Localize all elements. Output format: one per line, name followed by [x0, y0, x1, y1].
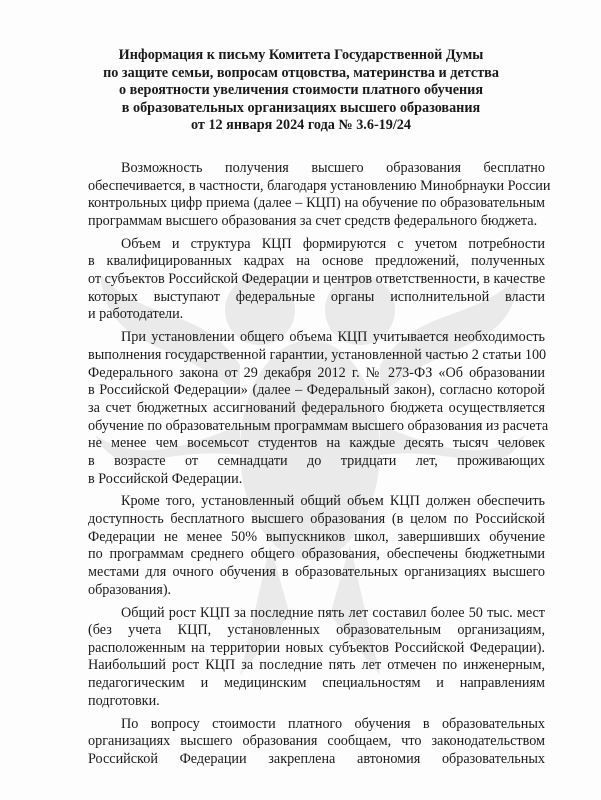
text-line: Российской Федерации закреплена автономия образовательных [88, 750, 545, 767]
text-line: в квалифицированных кадрах на основе предложений, полученных [88, 253, 545, 270]
paragraph [88, 329, 549, 488]
text-line: (без учета КЦП, установленных образовательным организациям, [88, 622, 545, 639]
text-line: Федерации не менее 50% выпускников школ, завершивших обучение [88, 528, 545, 545]
text-line: Общий рост КЦП за последние пять лет составил более 50 тыс. мест [121, 604, 545, 621]
paragraph [88, 605, 545, 711]
paragraph [88, 716, 545, 769]
header-line: по защите семьи, вопросам отцовства, материнства и детства [103, 64, 499, 81]
text-line: и работодатели. [88, 306, 184, 323]
header-line: в образовательных организациях высшего образования [121, 99, 481, 116]
header-line: Информация к письму Комитета Государственной Думы [118, 47, 484, 63]
text-line: Объем и структура КЦП формируются с учетом потребности [121, 235, 545, 252]
text-line: При установлении общего объема КЦП учитывается необходимость [121, 329, 545, 346]
text-line: от субъектов Российской Федерации и центров ответственности, в качестве [88, 271, 546, 288]
text-line: по программам среднего общего образования, обеспечены бюджетными [88, 546, 545, 563]
document-header [40, 47, 562, 135]
text-line: в возрасте от семнадцати до тридцати лет, проживающих [88, 452, 545, 469]
header-line: от 12 января 2024 года № 3.6-19/24 [191, 117, 411, 134]
text-line: обучение по образовательным программам высшего образования из расчета [88, 417, 549, 434]
text-line: педагогическим и медицинским специальностям и направлениям [88, 675, 545, 692]
text-line: обеспечивается, в частности, благодаря установлению Минобрнауки России [88, 177, 551, 194]
text-line: Кроме того, установленный общий объем КЦП должен обеспечить [121, 493, 545, 510]
paragraph [88, 160, 551, 231]
paragraph [88, 493, 545, 599]
header-line: о вероятности увеличения стоимости платного обучения [118, 82, 484, 99]
text-line: которых выступают федеральные органы исполнительной власти [88, 288, 545, 305]
text-line: образования). [88, 581, 172, 598]
text-line: Наибольший рост КЦП за последние пять лет отмечен по инженерным, [88, 657, 545, 674]
text-line: не менее чем восемьсот студентов на каждые десять тысяч человек [88, 435, 545, 452]
text-line: Возможность получения высшего образования бесплатно [121, 160, 545, 176]
text-line: выполнения государственной гарантии, установленной частью 2 статьи 100 [88, 346, 547, 363]
text-line: доступность бесплатного высшего образования (в целом по Российской [88, 511, 545, 528]
document-body [88, 160, 551, 774]
text-line: за счет бюджетных ассигнований федерального бюджета осуществляется [88, 399, 545, 416]
text-line: контрольных цифр приема (далее – КЦП) на обучение по образовательным [88, 195, 545, 212]
text-line: расположенным на территории новых субъектов Российской Федерации). [88, 639, 545, 656]
text-line: в Российской Федерации» (далее – Федеральный закон), согласно которой [88, 382, 545, 399]
text-line: подготовки. [88, 692, 160, 709]
text-line: Федерального закона от 29 декабря 2012 г. № 273-ФЗ «Об образовании [88, 364, 545, 381]
text-line: местами для очного обучения в образовательных организациях высшего [88, 564, 545, 580]
text-line: организациях высшего образования сообщаем, что законодательством [88, 733, 545, 750]
text-line: По вопросу стоимости платного обучения в образовательных [121, 715, 545, 732]
paragraph [88, 236, 545, 324]
text-line: в Российской Федерации. [88, 470, 243, 487]
text-line: программам высшего образования за счет средств федерального бюджета. [88, 212, 538, 229]
